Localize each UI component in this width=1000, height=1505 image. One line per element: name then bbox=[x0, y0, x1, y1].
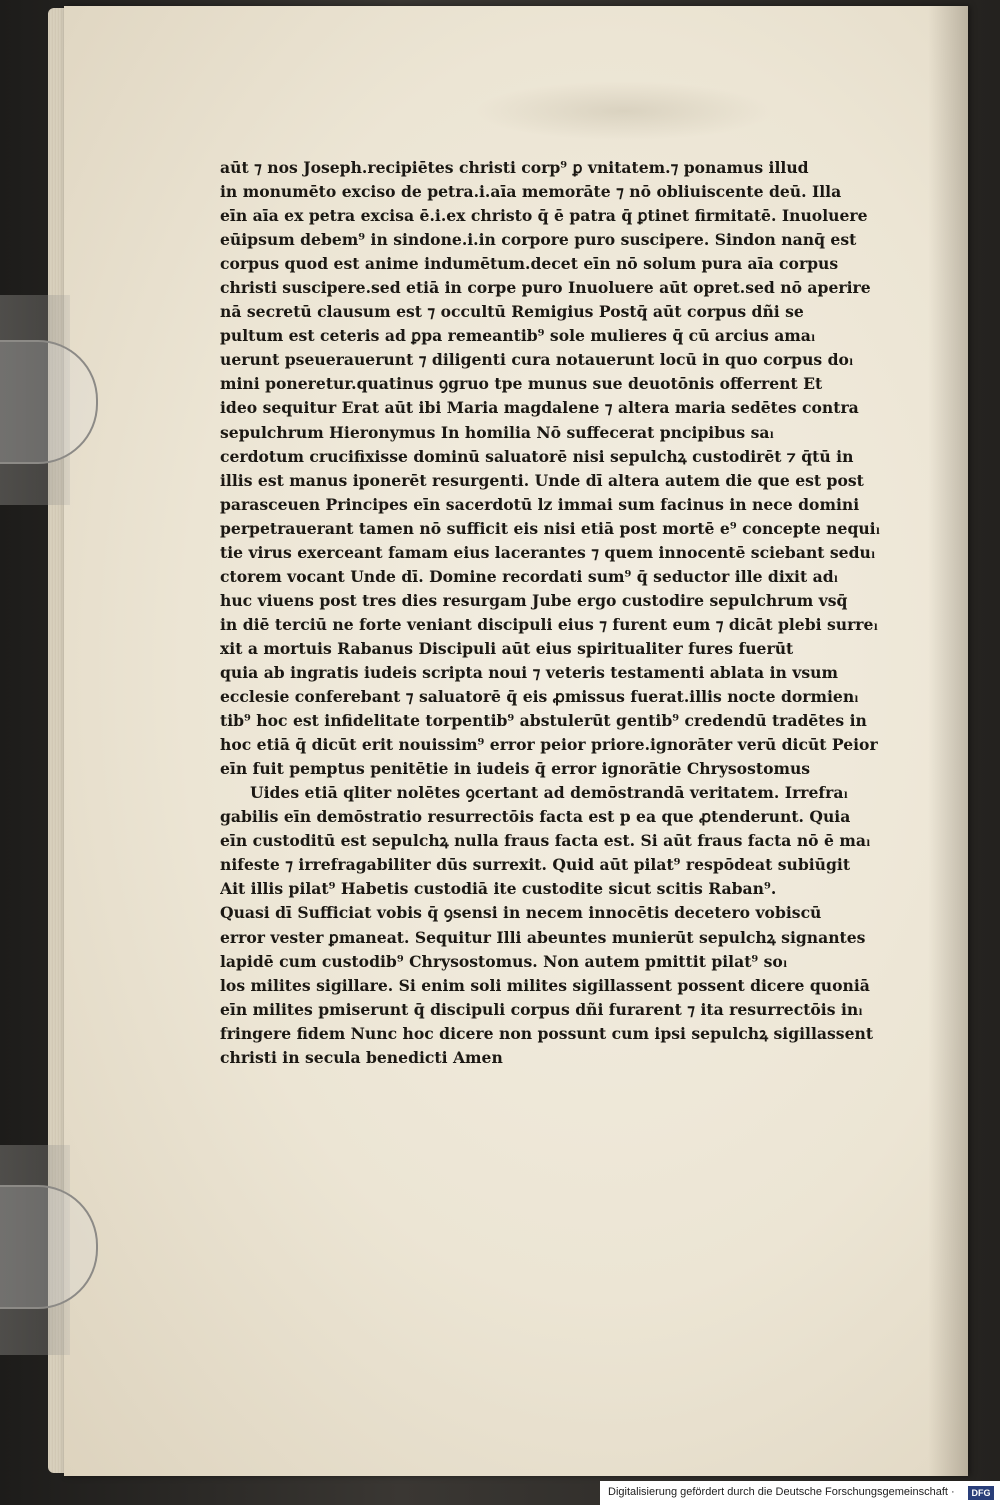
text-line: cerdotum crucifixisse dominū saluatorē nisi sepulchꝝ custodirēt ⁊ q̄tū in bbox=[220, 446, 854, 466]
text-line: corpus quod est anime indumētum.decet eīn nō solum pura aīa corpus bbox=[220, 254, 839, 274]
text-line: illis est manus iponerēt resurgenti. Unde dī altera autem die que est post bbox=[220, 470, 864, 490]
text-line: christi suscipere.sed etiā in corpe puro Inuoluere aūt opret.sed nō aperire bbox=[220, 278, 871, 298]
text-line: xit a mortuis Rabanus Discipuli aūt eius spiritualiter fures fuerūt bbox=[220, 638, 794, 658]
text-line: perpetrauerant tamen nō sufficit eis nisi etiā post mortē e⁹ concepte nequiₗ bbox=[220, 518, 881, 538]
text-line: eīn milites pmiserunt q̄ discipuli corpus dñi furarent ⁊ ita resurrectōis inₗ bbox=[220, 999, 863, 1019]
text-line: quia ab ingratis iudeis scripta noui ⁊ veteris testamenti ablata in vsum bbox=[220, 662, 838, 682]
text-line: lapidē cum custodib⁹ Chrysostomus. Non autem pmittit pilat⁹ soₗ bbox=[220, 951, 788, 971]
text-line: tie virus exerceant famam eius lacerantes ⁊ quem innocentē sciebant seduₗ bbox=[220, 542, 876, 562]
text-line: los milites sigillare. Si enim soli milites sigillassent possent dicere quoniā bbox=[220, 975, 870, 995]
text-line: mini poneretur.quatinus ꝯgruo tpe munus sue deuotōnis offerrent Et bbox=[220, 374, 823, 394]
digitization-footer bbox=[600, 1481, 1000, 1505]
funding-credit: Digitalisierung gefördert durch die Deutsche Forschungsgemeinschaft · bbox=[608, 1486, 955, 1498]
text-line: in monumēto exciso de petra.i.aīa memorāte ⁊ nō obliuiscente deū. Illa bbox=[220, 182, 842, 202]
text-line: christi in secula benedicti Amen bbox=[220, 1047, 503, 1067]
text-line: nifeste ⁊ irrefragabiliter dūs surrexit. Quid aūt pilat⁹ respōdeat subiūgit bbox=[220, 855, 851, 875]
text-line: eīn fuit pemptus penitētie in iudeis q̄ error ignorātie Chrysostomus bbox=[220, 759, 811, 779]
text-line: eīn custoditū est sepulchꝝ nulla fraus facta est. Si aūt fraus facta nō ē maₗ bbox=[220, 831, 871, 851]
text-line: ideo sequitur Erat aūt ibi Maria magdalene ⁊ altera maria sedētes contra bbox=[220, 398, 859, 418]
text-line: uerunt pseuerauerunt ⁊ diligenti cura notauerunt locū in quo corpus doₗ bbox=[220, 350, 854, 370]
text-line: sepulchrum Hieronymus In homilia Nō suffecerat pncipibus saₗ bbox=[220, 422, 775, 442]
text-line: tib⁹ hoc est infidelitate torpentib⁹ abstulerūt gentib⁹ credendū tradētes in bbox=[220, 711, 867, 731]
text-line: nā secretū clausum est ⁊ occultū Remigius Postq̄ aūt corpus dñi se bbox=[220, 302, 804, 322]
text-line: Quasi dī Sufficiat vobis q̄ ꝯsensi in necem innocētis decetero vobiscū bbox=[220, 903, 822, 923]
text-line: eūipsum debem⁹ in sindone.i.in corpore puro suscipere. Sindon nanq̄ est bbox=[220, 230, 857, 250]
text-line: ctorem vocant Unde dī. Domine recordati sum⁹ q̄ seductor ille dixit adₗ bbox=[220, 566, 839, 586]
text-line: aūt ⁊ nos Joseph.recipiētes christi corp⁹ ꝑ vnitatem.⁊ ponamus illud bbox=[220, 158, 809, 177]
text-line: fringere fidem Nunc hoc dicere non possunt cum ipsi sepulchꝝ sigillassent bbox=[220, 1023, 874, 1043]
text-line: gabilis eīn demōstratio resurrectōis facta est p ea que ꝓtenderunt. Quia bbox=[220, 807, 851, 827]
text-line: error vester ꝑmaneat. Sequitur Illi abeuntes munierūt sepulchꝝ signantes bbox=[220, 927, 866, 947]
text-line: eīn aīa ex petra excisa ē.i.ex christo q̄ ē patra q̄ ꝑtinet firmitatē. Inuoluere bbox=[220, 206, 868, 226]
text-line: Uides etiā qliter nolētes ꝯcertant ad demōstrandā veritatem. Irrefraₗ bbox=[250, 783, 849, 803]
page-gutter-shadow bbox=[928, 6, 968, 1476]
text-line: ecclesie conferebant ⁊ saluatorē q̄ eis ꝓmissus fuerat.illis nocte dormienₗ bbox=[220, 687, 859, 707]
text-line: hoc etiā q̄ dicūt erit nouissim⁹ error peior priore.ignorāter verū dicūt Peior bbox=[220, 735, 878, 755]
text-line: huc viuens post tres dies resurgam Jube ergo custodire sepulchrum vsq̄ bbox=[220, 590, 848, 610]
text-line: in diē terciū ne forte veniant discipuli eius ⁊ furent eum ⁊ dicāt plebi surreₗ bbox=[220, 614, 878, 634]
bleed-through-heading bbox=[474, 81, 774, 141]
dfg-logo: DFG bbox=[968, 1486, 994, 1500]
body-text bbox=[220, 156, 902, 1070]
text-line: parasceuen Principes eīn sacerdotū lz immai sum facinus in nece domini bbox=[220, 494, 860, 514]
text-line: Ait illis pilat⁹ Habetis custodiā ite custodite sicut scitis Raban⁹. bbox=[220, 879, 777, 899]
text-line: pultum est ceteris ad ꝑpa remeantib⁹ sole mulieres q̄ cū arcius amaₗ bbox=[220, 326, 816, 346]
